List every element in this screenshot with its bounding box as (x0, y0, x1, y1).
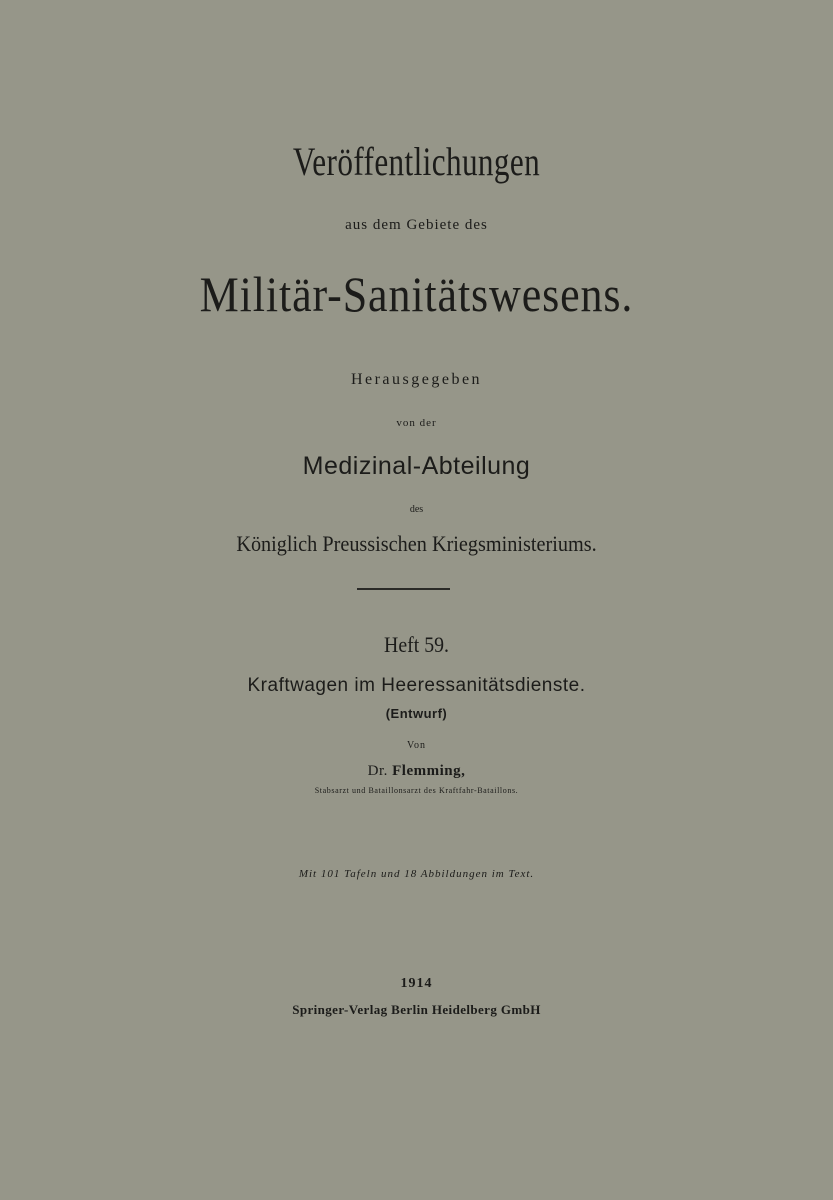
illustrations-note: Mit 101 Tafeln und 18 Abbildungen im Text. (298, 868, 535, 880)
publication-year: 1914 (400, 976, 433, 991)
publication-imprint: Springer-Verlag Berlin Heidelberg GmbH (292, 1002, 541, 1017)
author-prefix: Dr. (367, 763, 388, 779)
issue-number: Heft 59. (384, 632, 449, 657)
author-line (0, 764, 833, 779)
author-role: Stabsarzt und Bataillonsarzt des Kraftfahr-Bataillons. (314, 786, 519, 795)
series-title: Veröffentlichungen (292, 139, 541, 184)
title-divider (357, 588, 450, 590)
series-subject: Militär-Sanitätswesens. (199, 266, 634, 322)
publisher-intro: Herausgegeben (350, 371, 483, 388)
publisher-des: des (409, 504, 424, 515)
author-name: Flemming, (392, 763, 466, 779)
work-draft-note: (Entwurf) (385, 706, 448, 721)
publisher-von: von der (396, 417, 437, 429)
series-subtitle: aus dem Gebiete des (345, 217, 488, 233)
work-title: Kraftwagen im Heeressanitätsdienste. (247, 675, 586, 696)
publisher-ministry: Königlich Preussischen Kriegsministeriums. (236, 531, 597, 556)
author-von: Von (407, 740, 426, 751)
publisher-name: Medizinal-Abteilung (302, 452, 531, 480)
